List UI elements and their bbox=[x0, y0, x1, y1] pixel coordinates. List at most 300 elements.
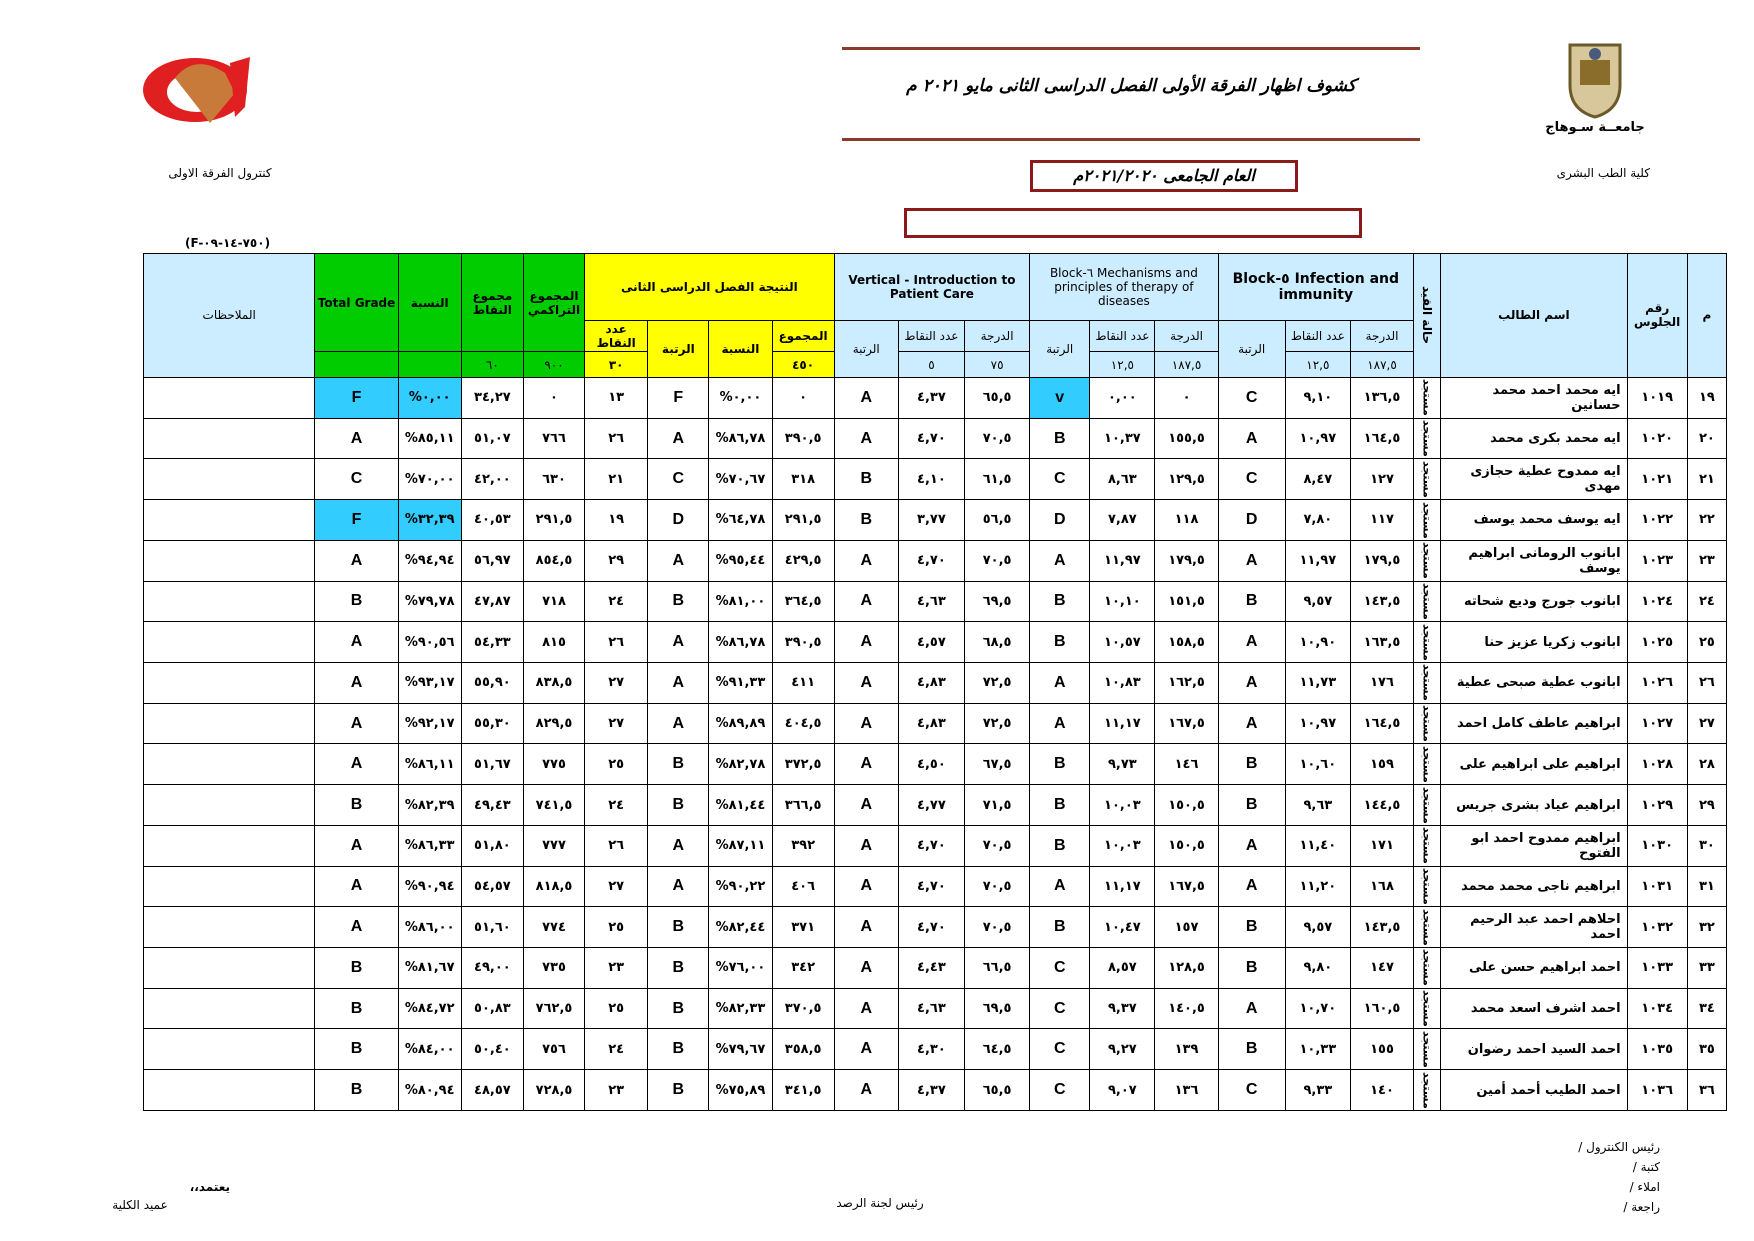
row-m: ٢٩ bbox=[1687, 785, 1726, 826]
row-cum-total: ٨٢٩,٥ bbox=[523, 703, 584, 744]
row-b5-degree: ١٢٧ bbox=[1350, 459, 1413, 500]
row-b6-degree: ١٣٦ bbox=[1155, 1070, 1218, 1111]
row-status: مستجد bbox=[1414, 825, 1441, 866]
row-name: احمد ابراهيم حسن على bbox=[1441, 948, 1627, 989]
row-v-rank: A bbox=[834, 866, 898, 907]
row-b5-degree: ١١٧ bbox=[1350, 500, 1413, 541]
row-sem-points: ٢٥ bbox=[585, 744, 648, 785]
row-b6-rank: C bbox=[1030, 459, 1090, 500]
row-b6-degree: ١٥١,٥ bbox=[1155, 581, 1218, 622]
col-sem-points: عدد النقاط bbox=[585, 320, 648, 351]
row-v-degree: ٦١,٥ bbox=[965, 459, 1030, 500]
row-b6-degree: ١٥٧ bbox=[1155, 907, 1218, 948]
row-points-total: ٥١,٨٠ bbox=[461, 825, 523, 866]
col-semester-result: النتيجة الفصل الدراسى الثانى bbox=[585, 254, 835, 321]
row-b6-degree: ٠ bbox=[1155, 377, 1218, 418]
row-seat: ١٠١٩ bbox=[1627, 377, 1687, 418]
row-points-total: ٤٠,٥٣ bbox=[461, 500, 523, 541]
row-sem-rank: B bbox=[648, 744, 709, 785]
row-seat: ١٠٣٠ bbox=[1627, 825, 1687, 866]
row-sem-total: ٣٤٢ bbox=[772, 948, 834, 989]
row-v-rank: B bbox=[834, 459, 898, 500]
col-seat: رقم الجلوس bbox=[1627, 254, 1687, 378]
row-b5-points: ١٠,٦٠ bbox=[1285, 744, 1350, 785]
max-b5-points: ١٢,٥ bbox=[1285, 352, 1350, 378]
control-name: كنترول الفرقة الاولى bbox=[168, 166, 272, 180]
row-percent: %٣٢,٣٩ bbox=[398, 500, 461, 541]
row-b5-degree: ١٤٠ bbox=[1350, 1070, 1413, 1111]
row-b6-rank: C bbox=[1030, 988, 1090, 1029]
row-sem-points: ٢٦ bbox=[585, 622, 648, 663]
row-m: ٣٢ bbox=[1687, 907, 1726, 948]
row-sem-percent: %٨٦,٧٨ bbox=[709, 622, 772, 663]
row-cum-total: ٨١٥ bbox=[523, 622, 584, 663]
row-sem-total: ٣٧٠,٥ bbox=[772, 988, 834, 1029]
row-m: ٢٧ bbox=[1687, 703, 1726, 744]
row-m: ٢٦ bbox=[1687, 662, 1726, 703]
row-b6-rank: B bbox=[1030, 622, 1090, 663]
row-b5-points: ٧,٨٠ bbox=[1285, 500, 1350, 541]
row-b5-rank: B bbox=[1218, 744, 1285, 785]
row-total-grade: C bbox=[315, 459, 398, 500]
row-v-degree: ٦٥,٥ bbox=[965, 1070, 1030, 1111]
row-name: ابانوب زكريا عزيز حنا bbox=[1441, 622, 1627, 663]
col-b6-points: عدد النقاط bbox=[1090, 320, 1155, 351]
row-m: ٣١ bbox=[1687, 866, 1726, 907]
table-row bbox=[144, 703, 1727, 744]
row-v-points: ٤,٥٧ bbox=[898, 622, 964, 663]
row-status: مستجد bbox=[1414, 1029, 1441, 1070]
row-b5-rank: C bbox=[1218, 1070, 1285, 1111]
row-b5-points: ١٠,٩٠ bbox=[1285, 622, 1350, 663]
row-name: احلاهم احمد عبد الرحيم احمد bbox=[1441, 907, 1627, 948]
row-sem-total: ٤١١ bbox=[772, 662, 834, 703]
row-sem-percent: %٨٢,٤٤ bbox=[709, 907, 772, 948]
row-percent: %٩٠,٥٦ bbox=[398, 622, 461, 663]
row-sem-percent: %٨١,٠٠ bbox=[709, 581, 772, 622]
row-sem-points: ٢٤ bbox=[585, 1029, 648, 1070]
page-title: كشوف اظهار الفرقة الأولى الفصل الدراسى الثانى مايو ٢٠٢١ م bbox=[906, 76, 1356, 96]
row-cum-total: ٧٧٤ bbox=[523, 907, 584, 948]
row-b6-degree: ١٦٢,٥ bbox=[1155, 662, 1218, 703]
row-v-rank: A bbox=[834, 418, 898, 459]
col-sem-percent: النسبة bbox=[709, 320, 772, 377]
row-b6-degree: ١٥٠,٥ bbox=[1155, 785, 1218, 826]
row-percent: %٨٦,١١ bbox=[398, 744, 461, 785]
row-b6-points: ١٠,٥٧ bbox=[1090, 622, 1155, 663]
row-name: ايه يوسف محمد يوسف bbox=[1441, 500, 1627, 541]
row-sem-total: ٣٦٤,٥ bbox=[772, 581, 834, 622]
col-b6-degree: الدرجة bbox=[1155, 320, 1218, 351]
row-status: مستجد bbox=[1414, 948, 1441, 989]
row-sem-rank: B bbox=[648, 948, 709, 989]
row-v-rank: B bbox=[834, 500, 898, 541]
row-b6-rank: C bbox=[1030, 1070, 1090, 1111]
row-v-rank: A bbox=[834, 825, 898, 866]
row-sem-total: ٣٩٢ bbox=[772, 825, 834, 866]
row-cum-total: ٢٩١,٥ bbox=[523, 500, 584, 541]
row-sem-points: ٢١ bbox=[585, 459, 648, 500]
row-v-degree: ٧٠,٥ bbox=[965, 866, 1030, 907]
row-percent: %٨١,٦٧ bbox=[398, 948, 461, 989]
row-sem-percent: %٨٢,٧٨ bbox=[709, 744, 772, 785]
row-sem-percent: %٩١,٣٣ bbox=[709, 662, 772, 703]
row-note bbox=[144, 418, 315, 459]
row-b6-degree: ١٢٩,٥ bbox=[1155, 459, 1218, 500]
footer-control-head: رئيس الكنترول / bbox=[1578, 1140, 1660, 1154]
row-points-total: ٤٨,٥٧ bbox=[461, 1070, 523, 1111]
row-sem-points: ٢٥ bbox=[585, 907, 648, 948]
row-b5-degree: ١٦٠,٥ bbox=[1350, 988, 1413, 1029]
row-b6-degree: ١٦٧,٥ bbox=[1155, 703, 1218, 744]
row-total-grade: B bbox=[315, 948, 398, 989]
row-status: مستجد bbox=[1414, 418, 1441, 459]
row-points-total: ٥٥,٩٠ bbox=[461, 662, 523, 703]
row-note bbox=[144, 377, 315, 418]
row-v-rank: A bbox=[834, 377, 898, 418]
row-v-degree: ٧١,٥ bbox=[965, 785, 1030, 826]
row-seat: ١٠٢٩ bbox=[1627, 785, 1687, 826]
row-sem-rank: A bbox=[648, 662, 709, 703]
row-note bbox=[144, 988, 315, 1029]
row-total-grade: B bbox=[315, 1029, 398, 1070]
row-v-degree: ٦٥,٥ bbox=[965, 377, 1030, 418]
row-sem-percent: %٧٦,٠٠ bbox=[709, 948, 772, 989]
row-b5-degree: ١٦٤,٥ bbox=[1350, 703, 1413, 744]
row-b5-degree: ١٦٤,٥ bbox=[1350, 418, 1413, 459]
row-sem-percent: %٩٠,٢٢ bbox=[709, 866, 772, 907]
row-b6-points: ٩,٢٧ bbox=[1090, 1029, 1155, 1070]
row-b6-points: ٧,٨٧ bbox=[1090, 500, 1155, 541]
row-b5-degree: ١٦٣,٥ bbox=[1350, 622, 1413, 663]
row-b6-points: ١١,١٧ bbox=[1090, 866, 1155, 907]
row-name: احمد اشرف اسعد محمد bbox=[1441, 988, 1627, 1029]
row-seat: ١٠٢١ bbox=[1627, 459, 1687, 500]
row-v-rank: A bbox=[834, 703, 898, 744]
row-b5-rank: A bbox=[1218, 540, 1285, 581]
title-rule-top bbox=[842, 47, 1420, 50]
row-v-points: ٤,٥٠ bbox=[898, 744, 964, 785]
table-row bbox=[144, 948, 1727, 989]
table-row bbox=[144, 785, 1727, 826]
row-sem-points: ٢٩ bbox=[585, 540, 648, 581]
row-m: ٢٤ bbox=[1687, 581, 1726, 622]
row-percent: %٩٤,٩٤ bbox=[398, 540, 461, 581]
row-sem-points: ٢٧ bbox=[585, 866, 648, 907]
row-cum-total: ٧٢٨,٥ bbox=[523, 1070, 584, 1111]
row-sem-points: ٢٣ bbox=[585, 1070, 648, 1111]
row-b6-rank: A bbox=[1030, 703, 1090, 744]
footer-review: راجعة / bbox=[1623, 1200, 1660, 1214]
row-b5-rank: A bbox=[1218, 622, 1285, 663]
max-b5-degree: ١٨٧,٥ bbox=[1350, 352, 1413, 378]
row-b5-points: ٩,٨٠ bbox=[1285, 948, 1350, 989]
row-sem-rank: A bbox=[648, 418, 709, 459]
row-m: ١٩ bbox=[1687, 377, 1726, 418]
table-row bbox=[144, 500, 1727, 541]
row-percent: %٩٠,٩٤ bbox=[398, 866, 461, 907]
table-row bbox=[144, 622, 1727, 663]
row-b5-points: ١١,٩٧ bbox=[1285, 540, 1350, 581]
row-status: مستجد bbox=[1414, 703, 1441, 744]
row-sem-points: ٢٦ bbox=[585, 825, 648, 866]
table-row bbox=[144, 866, 1727, 907]
row-v-points: ٤,١٠ bbox=[898, 459, 964, 500]
row-sem-total: ٤٢٩,٥ bbox=[772, 540, 834, 581]
row-m: ٢٠ bbox=[1687, 418, 1726, 459]
row-status: مستجد bbox=[1414, 581, 1441, 622]
row-sem-rank: A bbox=[648, 866, 709, 907]
row-b5-degree: ١٤٣,٥ bbox=[1350, 907, 1413, 948]
footer-approved: يعتمد،، bbox=[189, 1180, 230, 1194]
row-sem-rank: A bbox=[648, 622, 709, 663]
col-notes: الملاحظات bbox=[144, 254, 315, 378]
row-note bbox=[144, 622, 315, 663]
row-sem-rank: B bbox=[648, 988, 709, 1029]
row-v-degree: ٦٧,٥ bbox=[965, 744, 1030, 785]
row-b5-rank: A bbox=[1218, 703, 1285, 744]
row-points-total: ٤٩,٠٠ bbox=[461, 948, 523, 989]
row-b6-degree: ١٥٠,٥ bbox=[1155, 825, 1218, 866]
table-row bbox=[144, 662, 1727, 703]
row-status: مستجد bbox=[1414, 622, 1441, 663]
col-b5-degree: الدرجة bbox=[1350, 320, 1413, 351]
row-total-grade: F bbox=[315, 500, 398, 541]
row-v-rank: A bbox=[834, 907, 898, 948]
row-b6-rank: B bbox=[1030, 825, 1090, 866]
row-cum-total: ٠ bbox=[523, 377, 584, 418]
row-cum-total: ٧١٨ bbox=[523, 581, 584, 622]
row-points-total: ٥٠,٤٠ bbox=[461, 1029, 523, 1070]
row-sem-total: ٣٤١,٥ bbox=[772, 1070, 834, 1111]
row-seat: ١٠٢٠ bbox=[1627, 418, 1687, 459]
table-row bbox=[144, 907, 1727, 948]
row-v-points: ٤,٤٣ bbox=[898, 948, 964, 989]
row-total-grade: A bbox=[315, 744, 398, 785]
row-note bbox=[144, 662, 315, 703]
row-b6-degree: ١٦٧,٥ bbox=[1155, 866, 1218, 907]
row-b5-rank: A bbox=[1218, 662, 1285, 703]
row-v-rank: A bbox=[834, 581, 898, 622]
col-status: حالة القيد bbox=[1414, 254, 1441, 378]
row-v-points: ٣,٧٧ bbox=[898, 500, 964, 541]
row-b5-points: ١٠,٣٣ bbox=[1285, 1029, 1350, 1070]
row-b6-degree: ١٢٨,٥ bbox=[1155, 948, 1218, 989]
row-sem-percent: %٧٠,٦٧ bbox=[709, 459, 772, 500]
row-total-grade: A bbox=[315, 662, 398, 703]
row-v-points: ٤,٦٣ bbox=[898, 988, 964, 1029]
row-sem-points: ٢٧ bbox=[585, 662, 648, 703]
row-b6-degree: ١٧٩,٥ bbox=[1155, 540, 1218, 581]
row-sem-rank: F bbox=[648, 377, 709, 418]
row-b6-rank: B bbox=[1030, 744, 1090, 785]
row-sem-total: ٣٥٨,٥ bbox=[772, 1029, 834, 1070]
row-sem-total: ٣٧١ bbox=[772, 907, 834, 948]
row-b6-rank: B bbox=[1030, 418, 1090, 459]
university-logo bbox=[1560, 40, 1630, 120]
row-b6-rank: B bbox=[1030, 907, 1090, 948]
row-b5-points: ١١,٧٣ bbox=[1285, 662, 1350, 703]
row-sem-percent: %٧٩,٦٧ bbox=[709, 1029, 772, 1070]
row-v-degree: ٧٠,٥ bbox=[965, 418, 1030, 459]
row-v-rank: A bbox=[834, 948, 898, 989]
table-row bbox=[144, 988, 1727, 1029]
col-percent: النسبة bbox=[398, 254, 461, 352]
row-b5-degree: ١٣٦,٥ bbox=[1350, 377, 1413, 418]
col-vertical: Vertical - Introduction to Patient Care bbox=[834, 254, 1029, 321]
row-total-grade: A bbox=[315, 540, 398, 581]
max-sem-total: ٤٥٠ bbox=[772, 352, 834, 378]
row-seat: ١٠٢٣ bbox=[1627, 540, 1687, 581]
row-status: مستجد bbox=[1414, 540, 1441, 581]
row-points-total: ٤٧,٨٧ bbox=[461, 581, 523, 622]
row-sem-points: ١٩ bbox=[585, 500, 648, 541]
row-b6-points: ١٠,٣٧ bbox=[1090, 418, 1155, 459]
row-b5-points: ٩,١٠ bbox=[1285, 377, 1350, 418]
row-b5-rank: B bbox=[1218, 581, 1285, 622]
row-total-grade: A bbox=[315, 825, 398, 866]
row-total-grade: A bbox=[315, 622, 398, 663]
row-sem-total: ٣٩٠,٥ bbox=[772, 418, 834, 459]
row-note bbox=[144, 866, 315, 907]
row-percent: %٨٤,٧٢ bbox=[398, 988, 461, 1029]
row-b6-points: ٨,٥٧ bbox=[1090, 948, 1155, 989]
row-sem-percent: %٧٥,٨٩ bbox=[709, 1070, 772, 1111]
row-b6-points: ١٠,٠٣ bbox=[1090, 785, 1155, 826]
row-b6-rank: A bbox=[1030, 662, 1090, 703]
results-table bbox=[143, 253, 1727, 1111]
table-row bbox=[144, 1029, 1727, 1070]
row-percent: %٨٦,٣٣ bbox=[398, 825, 461, 866]
row-v-points: ٤,٨٣ bbox=[898, 703, 964, 744]
max-b6-points: ١٢,٥ bbox=[1090, 352, 1155, 378]
row-status: مستجد bbox=[1414, 459, 1441, 500]
row-m: ٣٦ bbox=[1687, 1070, 1726, 1111]
row-note bbox=[144, 948, 315, 989]
footer-dictation: املاء / bbox=[1629, 1180, 1660, 1194]
form-code: (F-٧٥٠-١٤-٠٩) bbox=[185, 236, 271, 250]
row-status: مستجد bbox=[1414, 907, 1441, 948]
row-sem-percent: %٩٥,٤٤ bbox=[709, 540, 772, 581]
row-note bbox=[144, 907, 315, 948]
row-v-points: ٤,٨٣ bbox=[898, 662, 964, 703]
row-note bbox=[144, 540, 315, 581]
row-name: احمد الطيب أحمد أمين bbox=[1441, 1070, 1627, 1111]
col-v-points: عدد النقاط bbox=[898, 320, 964, 351]
row-v-points: ٤,٧٠ bbox=[898, 418, 964, 459]
row-sem-percent: %٨٧,١١ bbox=[709, 825, 772, 866]
row-sem-points: ٢٤ bbox=[585, 785, 648, 826]
row-name: ابانوب عطية صبحى عطية bbox=[1441, 662, 1627, 703]
row-status: مستجد bbox=[1414, 744, 1441, 785]
col-block5: Block-٥ Infection and immunity bbox=[1218, 254, 1413, 321]
row-status: مستجد bbox=[1414, 662, 1441, 703]
row-v-rank: A bbox=[834, 540, 898, 581]
row-v-rank: A bbox=[834, 662, 898, 703]
row-percent: %٩٣,١٧ bbox=[398, 662, 461, 703]
row-v-points: ٤,٣٧ bbox=[898, 1070, 964, 1111]
row-v-rank: A bbox=[834, 1029, 898, 1070]
row-seat: ١٠٣٢ bbox=[1627, 907, 1687, 948]
row-points-total: ٣٤,٢٧ bbox=[461, 377, 523, 418]
row-v-points: ٤,٦٣ bbox=[898, 581, 964, 622]
row-b6-points: ١١,١٧ bbox=[1090, 703, 1155, 744]
row-name: ايه ممدوح عطية حجازى مهدى bbox=[1441, 459, 1627, 500]
row-b5-degree: ١٤٤,٥ bbox=[1350, 785, 1413, 826]
row-note bbox=[144, 744, 315, 785]
row-b5-rank: B bbox=[1218, 1029, 1285, 1070]
row-b6-rank: D bbox=[1030, 500, 1090, 541]
row-points-total: ٤٩,٤٣ bbox=[461, 785, 523, 826]
row-b5-degree: ١٦٨ bbox=[1350, 866, 1413, 907]
row-note bbox=[144, 785, 315, 826]
row-points-total: ٥٤,٣٣ bbox=[461, 622, 523, 663]
row-total-grade: B bbox=[315, 1070, 398, 1111]
row-cum-total: ٦٣٠ bbox=[523, 459, 584, 500]
row-cum-total: ٧٦٢,٥ bbox=[523, 988, 584, 1029]
row-sem-total: ٣١٨ bbox=[772, 459, 834, 500]
row-v-points: ٤,٧٠ bbox=[898, 866, 964, 907]
max-v-degree: ٧٥ bbox=[965, 352, 1030, 378]
row-sem-rank: A bbox=[648, 703, 709, 744]
row-v-rank: A bbox=[834, 744, 898, 785]
row-b5-degree: ١٥٩ bbox=[1350, 744, 1413, 785]
row-seat: ١٠٢٢ bbox=[1627, 500, 1687, 541]
row-sem-percent: %٨٦,٧٨ bbox=[709, 418, 772, 459]
row-b5-degree: ١٤٣,٥ bbox=[1350, 581, 1413, 622]
row-sem-rank: C bbox=[648, 459, 709, 500]
row-sem-rank: A bbox=[648, 825, 709, 866]
row-b5-points: ١٠,٩٧ bbox=[1285, 703, 1350, 744]
row-sem-total: ٠ bbox=[772, 377, 834, 418]
row-b6-rank: B bbox=[1030, 581, 1090, 622]
row-points-total: ٥٥,٣٠ bbox=[461, 703, 523, 744]
row-status: مستجد bbox=[1414, 377, 1441, 418]
row-status: مستجد bbox=[1414, 1070, 1441, 1111]
row-note bbox=[144, 1029, 315, 1070]
row-name: ابراهيم ممدوح احمد ابو الفتوح bbox=[1441, 825, 1627, 866]
row-v-degree: ٦٦,٥ bbox=[965, 948, 1030, 989]
row-b6-degree: ١٤٠,٥ bbox=[1155, 988, 1218, 1029]
row-m: ٢٥ bbox=[1687, 622, 1726, 663]
row-b5-rank: A bbox=[1218, 825, 1285, 866]
max-points-total: ٦٠ bbox=[461, 352, 523, 378]
row-note bbox=[144, 1070, 315, 1111]
row-b6-degree: ١٥٨,٥ bbox=[1155, 622, 1218, 663]
row-b6-points: ١٠,٤٧ bbox=[1090, 907, 1155, 948]
row-sem-percent: %٠,٠٠ bbox=[709, 377, 772, 418]
row-sem-points: ٢٧ bbox=[585, 703, 648, 744]
row-sem-percent: %٦٤,٧٨ bbox=[709, 500, 772, 541]
row-note bbox=[144, 581, 315, 622]
row-b6-points: ٨,٦٣ bbox=[1090, 459, 1155, 500]
row-sem-points: ٢٦ bbox=[585, 418, 648, 459]
row-seat: ١٠٢٦ bbox=[1627, 662, 1687, 703]
row-b6-rank: B bbox=[1030, 785, 1090, 826]
footer-writing: كتبة / bbox=[1632, 1160, 1660, 1174]
row-sem-percent: %٨٩,٨٩ bbox=[709, 703, 772, 744]
row-name: ابانوب الرومانى ابراهيم يوسف bbox=[1441, 540, 1627, 581]
row-v-points: ٤,٧٠ bbox=[898, 907, 964, 948]
row-note bbox=[144, 825, 315, 866]
row-m: ٣٣ bbox=[1687, 948, 1726, 989]
row-total-grade: F bbox=[315, 377, 398, 418]
row-b6-degree: ١٣٩ bbox=[1155, 1029, 1218, 1070]
footer-committee-head: رئيس لجنة الرصد bbox=[836, 1196, 924, 1210]
row-sem-points: ٢٥ bbox=[585, 988, 648, 1029]
row-name: ابانوب جورج وديع شحاته bbox=[1441, 581, 1627, 622]
row-m: ٣٥ bbox=[1687, 1029, 1726, 1070]
